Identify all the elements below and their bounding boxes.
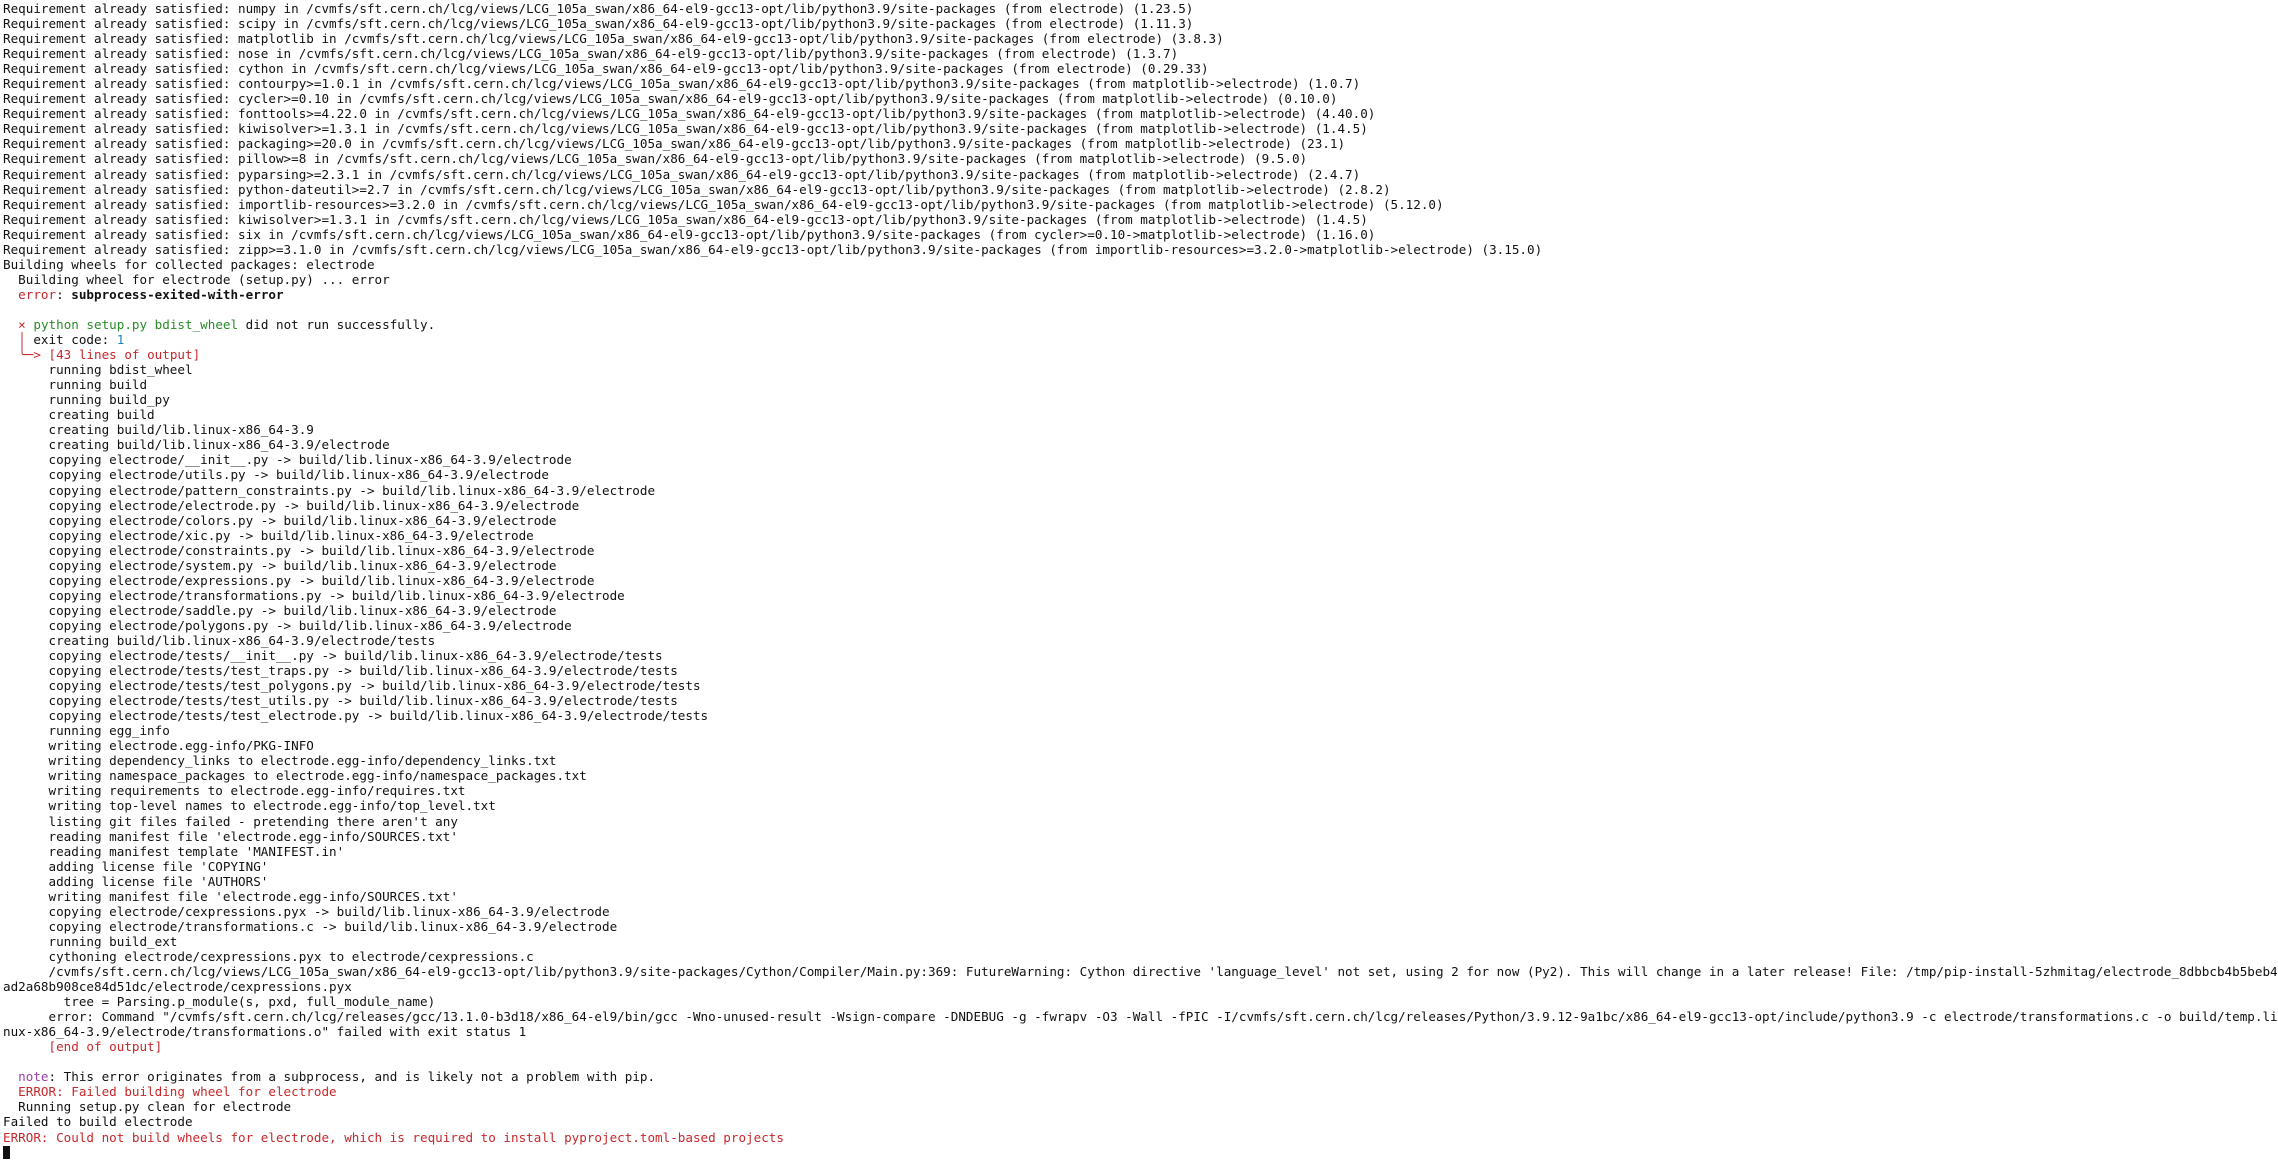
log-line: Requirement already satisfied: packaging>=20.0 in /cvmfs/sft.cern.ch/lcg/views/LCG_105a_swan/x86_64-el9-gcc13-opt/lib/python3.9/site-packages (from matplotlib->electrode) (23.1) — [3, 136, 1346, 152]
build-log-line: copying electrode/pattern_constraints.py -> build/lib.linux-x86_64-3.9/electrode — [3, 482, 656, 498]
build-log-line: running build_py — [3, 392, 170, 408]
build-log-line: writing namespace_packages to electrode.egg-info/namespace_packages.txt — [3, 768, 587, 784]
blank-line — [3, 302, 2119, 317]
log-line: Requirement already satisfied: fonttools>=4.22.0 in /cvmfs/sft.cern.ch/lcg/views/LCG_105a_swan/x86_64-el9-gcc13-opt/lib/python3.9/site-packages (from matplotlib->electrode) (4.40.0) — [3, 106, 1376, 122]
log-line: Requirement already satisfied: kiwisolver>=1.3.1 in /cvmfs/sft.cern.ch/lcg/views/LCG_105a_swan/x86_64-el9-gcc13-opt/lib/python3.9/site-packages (from matplotlib->electrode) (1.4.5) — [3, 211, 1368, 227]
error-line: error: subprocess-exited-with-error — [18, 286, 284, 302]
build-log-line: copying electrode/cexpressions.pyx -> build/lib.linux-x86_64-3.9/electrode — [3, 903, 610, 919]
build-log-line: copying electrode/electrode.py -> build/lib.linux-x86_64-3.9/electrode — [3, 497, 580, 513]
log-line: Requirement already satisfied: cycler>=0.10 in /cvmfs/sft.cern.ch/lcg/views/LCG_105a_swan/x86_64-el9-gcc13-opt/lib/python3.9/site-packages (from matplotlib->electrode) (0.10.0) — [3, 91, 1338, 107]
log-line: Requirement already satisfied: numpy in /cvmfs/sft.cern.ch/lcg/views/LCG_105a_swan/x86_64-el9-gcc13-opt/lib/python3.9/site-packages (from electrode) (1.23.5) — [3, 1, 1194, 16]
failed-to-build-line: Failed to build electrode — [3, 1114, 193, 1130]
build-log-line: copying electrode/saddle.py -> build/lib.linux-x86_64-3.9/electrode — [3, 602, 557, 618]
build-log-line: creating build — [3, 407, 155, 423]
build-log-line: copying electrode/system.py -> build/lib.linux-x86_64-3.9/electrode — [3, 557, 557, 573]
exit-code-label: exit code: — [25, 332, 117, 348]
error-label: error — [18, 286, 57, 302]
log-line: Requirement already satisfied: contourpy>=1.0.1 in /cvmfs/sft.cern.ch/lcg/views/LCG_105a_swan/x86_64-el9-gcc13-opt/lib/python3.9/site-packages (from matplotlib->electrode) (1.0.7) — [3, 76, 1361, 92]
build-log-line: reading manifest file 'electrode.egg-info/SOURCES.txt' — [3, 828, 458, 844]
build-log-line: copying electrode/transformations.c -> build/lib.linux-x86_64-3.9/electrode — [3, 918, 618, 934]
tree-vertical-icon: │ — [18, 332, 26, 348]
build-log-line: copying electrode/tests/test_traps.py -> build/lib.linux-x86_64-3.9/electrode/tests — [3, 663, 678, 679]
build-log-line: copying electrode/tests/test_electrode.py -> build/lib.linux-x86_64-3.9/electrode/tests — [3, 708, 709, 724]
lines-of-output-count: [43 lines of output] — [40, 347, 201, 363]
build-log-line: error: Command "/cvmfs/sft.cern.ch/lcg/releases/gcc/13.1.0-b3d18/x86_64-el9/bin/gcc -Wno-unused-result -Wsign-compare -DNDEBUG -g -fwrapv -O3 -Wall -fPIC -I/cvmfs/sft.cern.ch/lcg/releases/Python/3.9.12-9a1bc/x86_64-el9-gcc13-opt/include/python3.9 -c electrode/transformations.c -o build/temp.li — [3, 1009, 2278, 1025]
failed-command: python setup.py bdist_wheel — [33, 316, 239, 332]
build-log-line: tree = Parsing.p_module(s, pxd, full_module_name) — [3, 994, 436, 1010]
build-log-line: adding license file 'COPYING' — [3, 858, 269, 874]
log-line: Requirement already satisfied: pyparsing>=2.3.1 in /cvmfs/sft.cern.ch/lcg/views/LCG_105a_swan/x86_64-el9-gcc13-opt/lib/python3.9/site-packages (from matplotlib->electrode) (2.4.7) — [3, 166, 1361, 182]
build-log-line: reading manifest template 'MANIFEST.in' — [3, 843, 345, 859]
log-line: Requirement already satisfied: scipy in /cvmfs/sft.cern.ch/lcg/views/LCG_105a_swan/x86_64-el9-gcc13-opt/lib/python3.9/site-packages (from electrode) (1.11.3) — [3, 16, 1194, 32]
cross-mark-icon: × — [18, 316, 26, 332]
build-log-line: running build_ext — [3, 933, 178, 949]
pip-requirements-log — [3, 1, 2119, 287]
build-log-line: copying electrode/constraints.py -> build/lib.linux-x86_64-3.9/electrode — [3, 542, 595, 558]
build-log-line: writing electrode.egg-info/PKG-INFO — [3, 738, 314, 754]
build-log-line: copying electrode/tests/test_polygons.py -> build/lib.linux-x86_64-3.9/electrode/tests — [3, 678, 701, 694]
build-log-line: creating build/lib.linux-x86_64-3.9/electrode — [3, 437, 390, 453]
tree-arrow-icon: ╰─> — [18, 347, 41, 363]
log-line: Requirement already satisfied: kiwisolver>=1.3.1 in /cvmfs/sft.cern.ch/lcg/views/LCG_105a_swan/x86_64-el9-gcc13-opt/lib/python3.9/site-packages (from matplotlib->electrode) (1.4.5) — [3, 121, 1368, 137]
could-not-build-wheels-line: ERROR: Could not build wheels for electrode, which is required to install pyproject.toml-based projects — [3, 1129, 784, 1145]
build-log-line: copying electrode/utils.py -> build/lib.linux-x86_64-3.9/electrode — [3, 467, 549, 483]
note-label: note — [18, 1069, 49, 1085]
build-log-line: copying electrode/__init__.py -> build/lib.linux-x86_64-3.9/electrode — [3, 452, 572, 468]
log-line: Building wheels for collected packages: electrode — [3, 256, 375, 272]
build-log-line: ad2a68b908ce84d51dc/electrode/cexpressions.pyx — [3, 979, 352, 995]
build-log-line: running egg_info — [3, 723, 170, 739]
build-log-line: copying electrode/colors.py -> build/lib.linux-x86_64-3.9/electrode — [3, 512, 557, 528]
log-line: Requirement already satisfied: zipp>=3.1.0 in /cvmfs/sft.cern.ch/lcg/views/LCG_105a_swan/x86_64-el9-gcc13-opt/lib/python3.9/site-packages (from importlib-resources>=3.2.0->matplotlib->electrode) (3.15.0) — [3, 241, 1543, 257]
log-line: Requirement already satisfied: importlib-resources>=3.2.0 in /cvmfs/sft.cern.ch/lcg/views/LCG_105a_swan/x86_64-el9-gcc13-opt/lib/python3.9/site-packages (from matplotlib->electrode) (5.12.0) — [3, 196, 1444, 212]
text-cursor-icon — [3, 1146, 10, 1159]
build-log-line: listing git files failed - pretending there aren't any — [3, 813, 458, 829]
prompt-line[interactable] — [3, 1145, 2119, 1160]
log-line: Building wheel for electrode (setup.py) ... error — [3, 271, 390, 287]
log-line: Requirement already satisfied: six in /cvmfs/sft.cern.ch/lcg/views/LCG_105a_swan/x86_64-el9-gcc13-opt/lib/python3.9/site-packages (from cycler>=0.10->matplotlib->electrode) (1.16.0) — [3, 226, 1376, 242]
build-log-line: copying electrode/tests/__init__.py -> build/lib.linux-x86_64-3.9/electrode/tests — [3, 648, 663, 664]
end-of-output-line: [end of output] — [3, 1039, 163, 1055]
build-log-line: creating build/lib.linux-x86_64-3.9 — [3, 422, 314, 438]
blank-line — [3, 1054, 2119, 1069]
build-log-line: adding license file 'AUTHORS' — [3, 873, 269, 889]
failed-building-wheel-line: ERROR: Failed building wheel for electrode — [3, 1084, 337, 1100]
log-line: Requirement already satisfied: nose in /cvmfs/sft.cern.ch/lcg/views/LCG_105a_swan/x86_64-el9-gcc13-opt/lib/python3.9/site-packages (from electrode) (1.3.7) — [3, 46, 1179, 62]
exit-code-value: 1 — [116, 332, 125, 348]
build-log-line: /cvmfs/sft.cern.ch/lcg/views/LCG_105a_swan/x86_64-el9-gcc13-opt/lib/python3.9/site-packages/Cython/Compiler/Main.py:369: FutureWarning: Cython directive 'language_level' not set, using 2 for now (Py2). This will change in a later release! File: /tmp/pip-install-5zhmitag/electrode_8dbbcb4b5beb4 — [3, 964, 2278, 979]
build-log-line: creating build/lib.linux-x86_64-3.9/electrode/tests — [3, 632, 436, 648]
build-log-line: copying electrode/polygons.py -> build/lib.linux-x86_64-3.9/electrode — [3, 617, 572, 633]
exit-code-line — [3, 332, 2119, 347]
build-log-line: running build — [3, 377, 148, 393]
build-log-line: cythoning electrode/cexpressions.pyx to electrode/cexpressions.c — [3, 948, 534, 964]
build-log-line: writing top-level names to electrode.egg-info/top_level.txt — [3, 798, 496, 814]
note-message: : This error originates from a subprocess, and is likely not a problem with pip. — [48, 1069, 656, 1085]
build-log-line: copying electrode/transformations.py -> build/lib.linux-x86_64-3.9/electrode — [3, 587, 625, 603]
command-failed-suffix: did not run successfully. — [238, 316, 436, 332]
build-log-line: writing dependency_links to electrode.egg-info/dependency_links.txt — [3, 753, 557, 769]
log-line: Requirement already satisfied: python-dateutil>=2.7 in /cvmfs/sft.cern.ch/lcg/views/LCG_105a_swan/x86_64-el9-gcc13-opt/lib/python3.9/site-packages (from matplotlib->electrode) (2.8.2) — [3, 181, 1391, 197]
build-log-line: copying electrode/expressions.py -> build/lib.linux-x86_64-3.9/electrode — [3, 572, 595, 588]
build-log-line: copying electrode/tests/test_utils.py -> build/lib.linux-x86_64-3.9/electrode/tests — [3, 693, 678, 709]
error-message: subprocess-exited-with-error — [71, 286, 284, 302]
log-line: Requirement already satisfied: cython in /cvmfs/sft.cern.ch/lcg/views/LCG_105a_swan/x86_64-el9-gcc13-opt/lib/python3.9/site-packages (from electrode) (0.29.33) — [3, 61, 1209, 77]
log-line: Requirement already satisfied: pillow>=8 in /cvmfs/sft.cern.ch/lcg/views/LCG_105a_swan/x86_64-el9-gcc13-opt/lib/python3.9/site-packages (from matplotlib->electrode) (9.5.0) — [3, 151, 1308, 167]
build-log-line: nux-x86_64-3.9/electrode/transformations.o" failed with exit status 1 — [3, 1024, 527, 1040]
note-line — [3, 1069, 2119, 1084]
running-clean-line: Running setup.py clean for electrode — [3, 1099, 292, 1115]
lines-of-output-line — [3, 347, 2119, 362]
command-failed-line — [3, 317, 2119, 332]
build-output-log — [3, 362, 2278, 1040]
build-log-line: writing manifest file 'electrode.egg-info/SOURCES.txt' — [3, 888, 458, 904]
build-log-line: copying electrode/xic.py -> build/lib.linux-x86_64-3.9/electrode — [3, 527, 534, 543]
log-line: Requirement already satisfied: matplotlib in /cvmfs/sft.cern.ch/lcg/views/LCG_105a_swan/x86_64-el9-gcc13-opt/lib/python3.9/site-packages (from electrode) (3.8.3) — [3, 31, 1224, 47]
build-log-line: running bdist_wheel — [3, 362, 193, 378]
build-log-line: writing requirements to electrode.egg-info/requires.txt — [3, 783, 466, 799]
